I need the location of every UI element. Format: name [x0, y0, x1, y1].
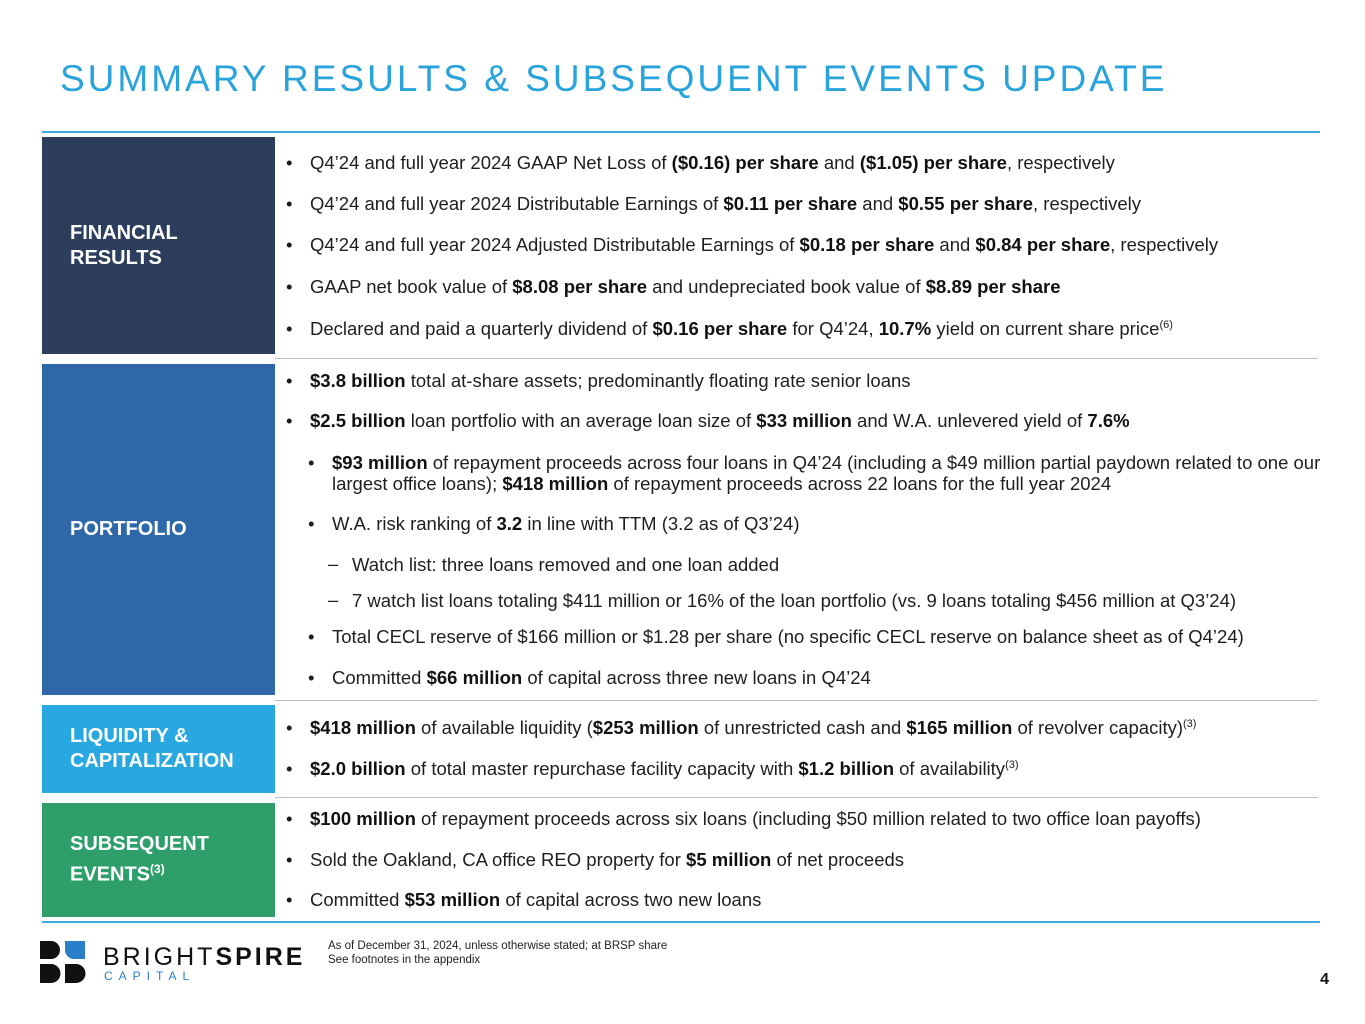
bullet-repayment-proceeds: • $93 million of repayment proceeds across four loans in Q4’24 (including a $49 million partial paydown related to one our largest office loans); $418 million of repayment proceeds across 22 loans for the full year 2024: [308, 452, 1321, 494]
bottom-rule: [42, 921, 1320, 923]
bullet-distributable-earnings: • Q4’24 and full year 2024 Distributable Earnings of $0.11 per share and $0.55 per share, respectively: [286, 193, 1141, 214]
bullet-risk-ranking: • W.A. risk ranking of 3.2 in line with TTM (3.2 as of Q3’24): [308, 513, 800, 534]
bullet-oakland-sale: • Sold the Oakland, CA office REO property for $5 million of net proceeds: [286, 849, 905, 870]
section-financial-label: FINANCIAL RESULTS: [70, 221, 178, 269]
separator-financial: [275, 358, 1318, 359]
bullet-net-loss: • Q4’24 and full year 2024 GAAP Net Loss of ($0.16) per share and ($1.05) per share, respectively: [286, 152, 1115, 173]
bullet-adjusted-distributable-earnings: • Q4’24 and full year 2024 Adjusted Distributable Earnings of $0.18 per share and $0.84 per share, respectively: [286, 234, 1219, 255]
section-portfolio: [42, 364, 275, 695]
section-liquidity: [42, 705, 275, 793]
section-financial-results: [42, 137, 275, 354]
footer-notes: [328, 939, 667, 967]
section-liquidity-label: LIQUIDITY & CAPITALIZATION: [70, 725, 234, 772]
separator-portfolio: [275, 700, 1318, 701]
bullet-dividend: • Declared and paid a quarterly dividend of $0.16 per share for Q4’24, 10.7% yield on current share price$^{(6)}$: [286, 318, 1173, 339]
subbullet-watch-list: – Watch list: three loans removed and one loan added: [328, 553, 780, 575]
brand-bold: SPIRE: [215, 943, 306, 971]
bullet-cecl-reserve: • Total CECL reserve of $166 million or $1.28 per share (no specific CECL reserve on balance sheet as of Q4’24): [308, 626, 1244, 647]
bullet-total-assets: • $3.8 billion total at-share assets; predominantly floating rate senior loans: [286, 370, 911, 391]
brand-name: [103, 943, 305, 972]
footer-note-footnotes: See footnotes in the appendix: [328, 954, 481, 966]
bullet-book-value: • GAAP net book value of $8.08 per share and undepreciated book value of $8.89 per share: [286, 276, 1061, 297]
subsequent-label-footnote: (3): [150, 862, 165, 877]
page-title: SUMMARY RESULTS & SUBSEQUENT EVENTS UPDATE: [60, 58, 1168, 99]
bullet-subsequent-repayments: • $100 million of repayment proceeds across six loans (including $50 million related to two office loan payoffs): [286, 808, 1201, 829]
brand-subtitle: CAPITAL: [104, 969, 196, 983]
bullet-subsequent-committed: • Committed $53 million of capital across two new loans: [286, 889, 762, 910]
bullet-committed-capital: • Committed $66 million of capital across three new loans in Q4’24: [308, 667, 871, 688]
bullet-loan-portfolio: • $2.5 billion loan portfolio with an average loan size of $33 million and W.A. unlevered yield of 7.6%: [286, 410, 1130, 431]
section-subsequent-events: [42, 803, 275, 917]
page-number: 4: [1320, 971, 1329, 988]
subbullet-watch-list-loans: – 7 watch list loans totaling $411 million or 16% of the loan portfolio (vs. 9 loans totaling $456 million at Q3’24): [328, 589, 1237, 611]
brightspire-logo-icon: [40, 941, 88, 983]
separator-liquidity: [275, 797, 1318, 798]
bullet-repurchase-facility: • $2.0 billion of total master repurchase facility capacity with $1.2 billion of availability$^{(3)}$: [286, 758, 1019, 779]
subsequent-label-text: SUBSEQUENT EVENTS: [70, 833, 209, 886]
footer-note-asof: As of December 31, 2024, unless otherwise stated; at BRSP share: [328, 940, 668, 952]
top-rule: [42, 131, 1320, 133]
brand-light: BRIGHT: [103, 943, 216, 971]
bullet-available-liquidity: • $418 million of available liquidity ($253 million of unrestricted cash and $165 million of revolver capacity)$^{(3)}$: [286, 717, 1197, 738]
section-portfolio-label: PORTFOLIO: [70, 518, 187, 540]
section-subsequent-label: [70, 832, 240, 888]
